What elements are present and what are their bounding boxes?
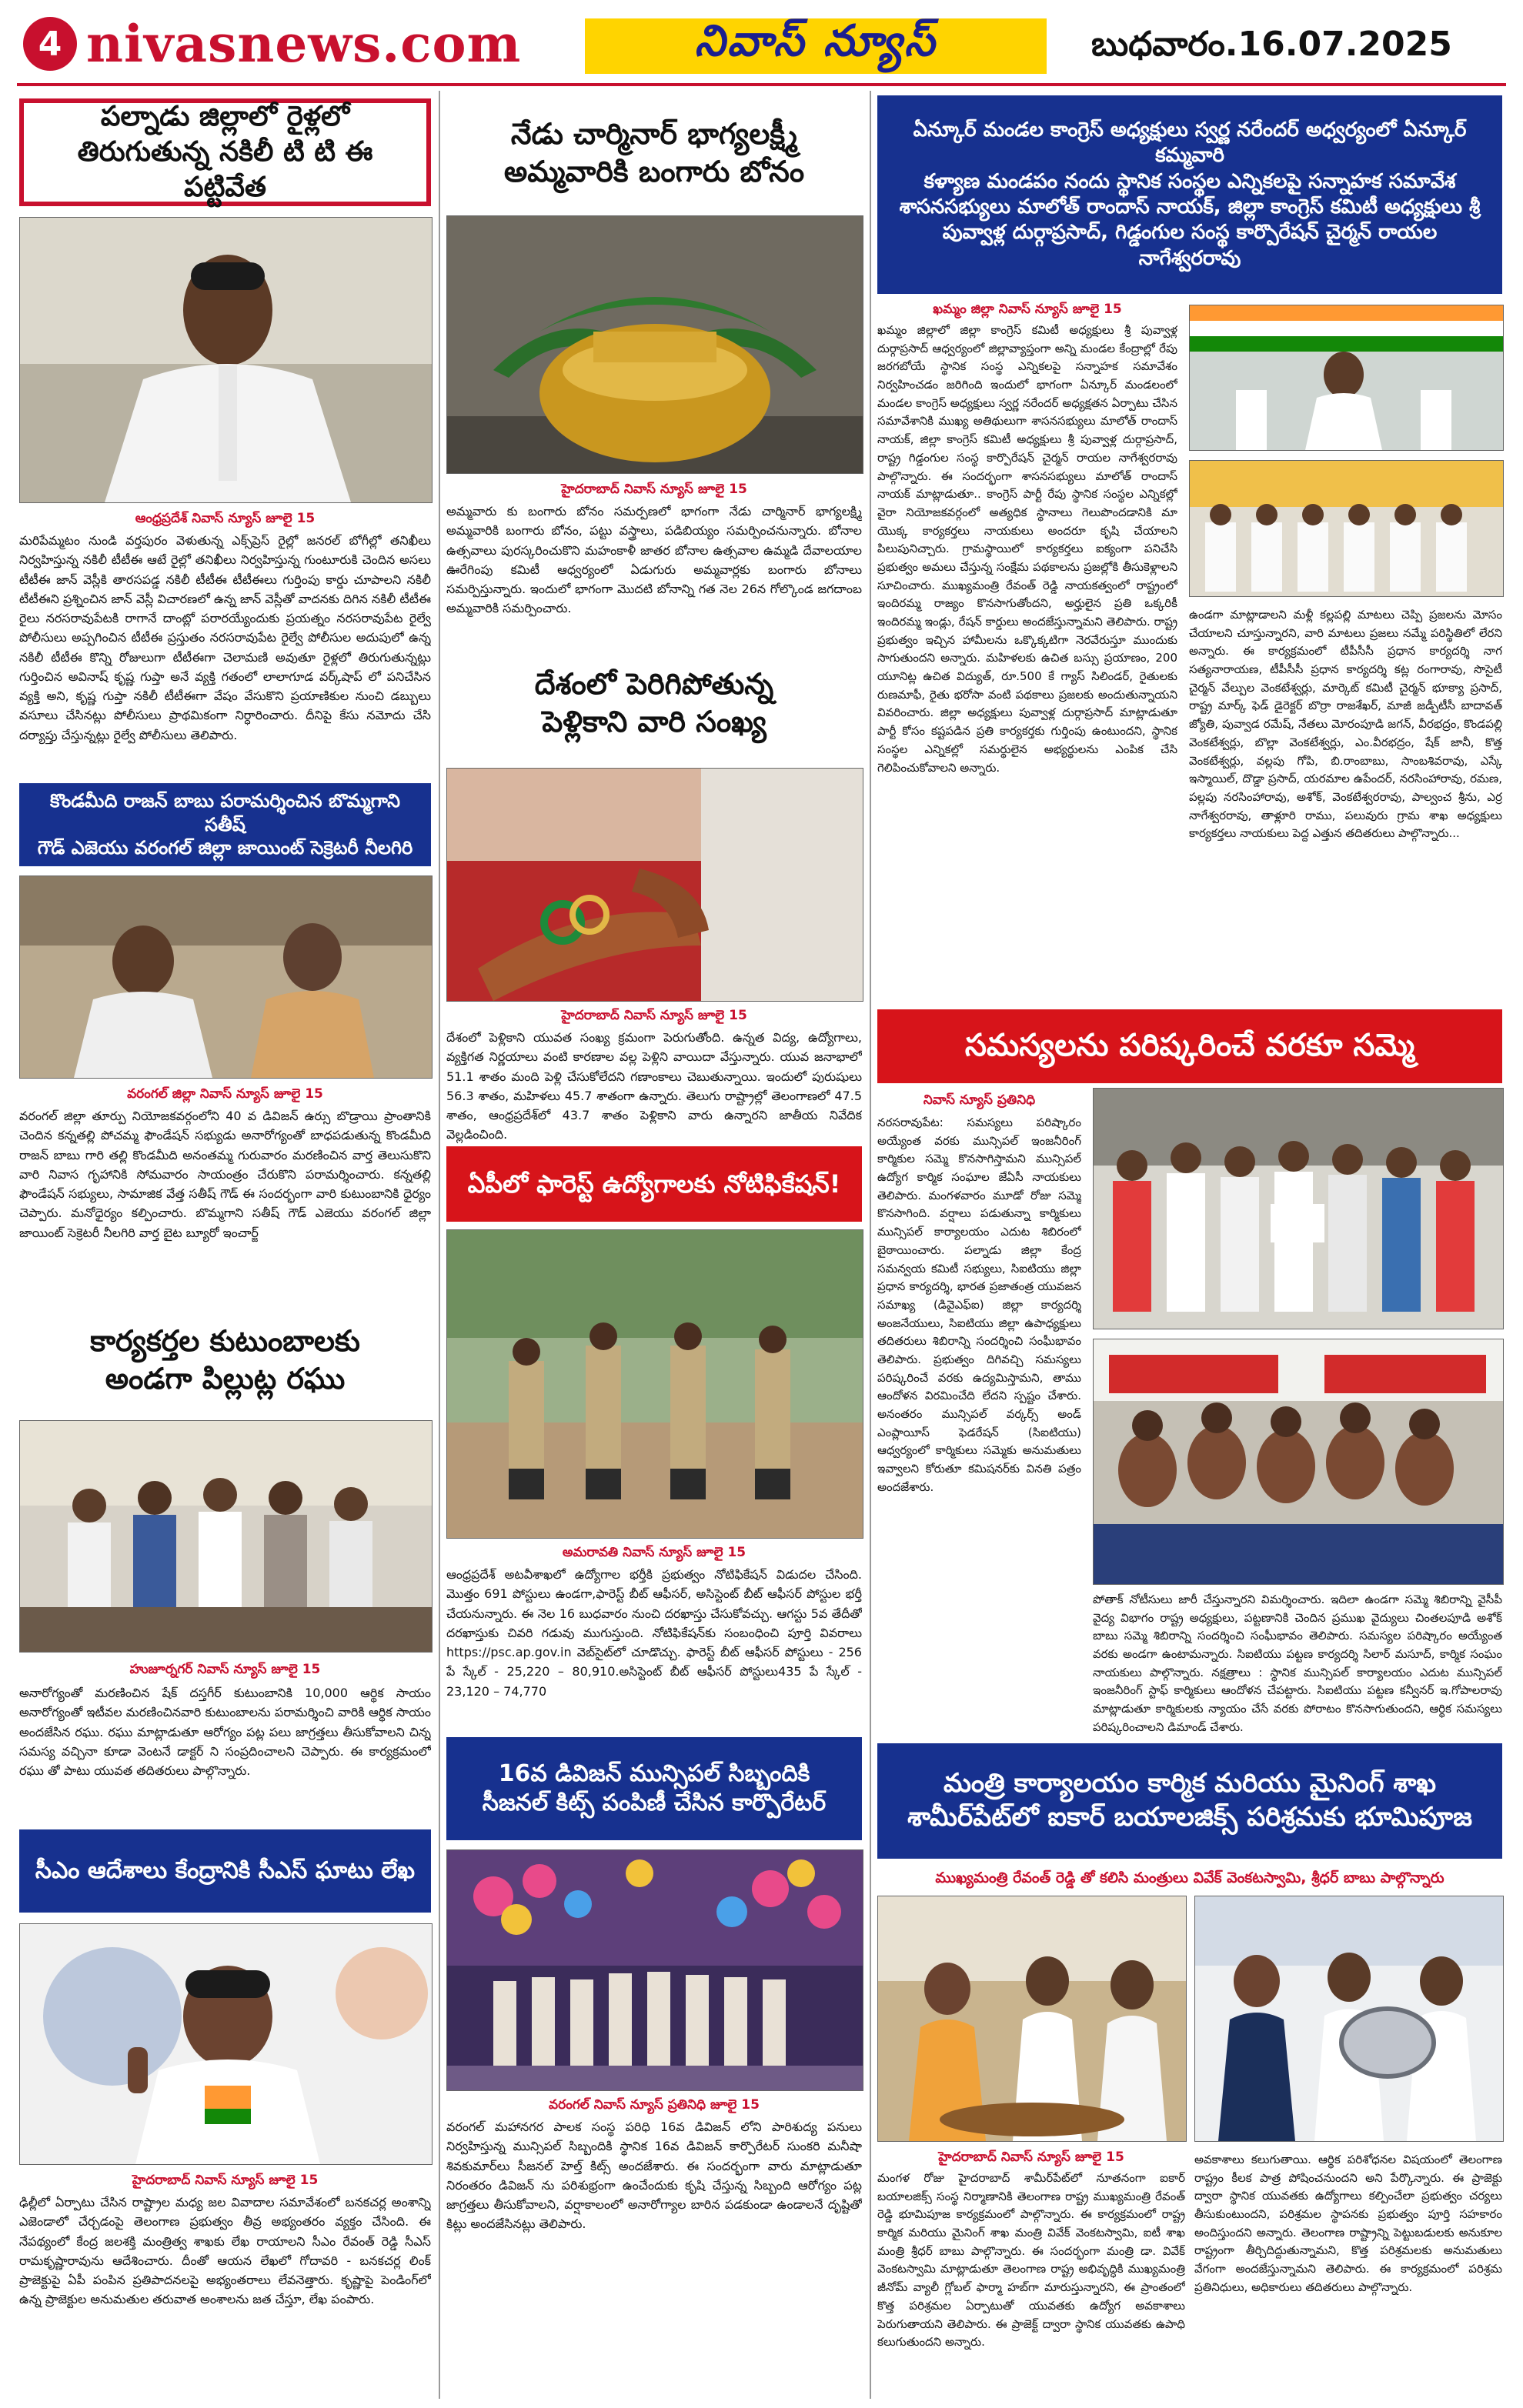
dateline-forest-jobs: అమరావతి నివాస్ న్యూస్ జూలై 15 xyxy=(562,1545,746,1560)
headline-line: ఏన్కూర్ మండల కాంగ్రెస్ అధ్యక్షులు స్వర్ణ నరేందర్ అధ్వర్యంలో ఏన్కూర్ కమ్మవారి xyxy=(913,118,1467,168)
photo-strike-memorandum xyxy=(1093,1088,1504,1329)
photo-forest-staff xyxy=(446,1229,863,1539)
photo-cm-revanth xyxy=(19,1923,433,2165)
headline-line: అండగా పిల్లుట్ల రఘు xyxy=(105,1362,346,1396)
photo-fake-tte xyxy=(19,217,433,503)
story-body-cs-letter: ఢిల్లీలో ఏర్పాటు చేసిన రాష్ట్రాల మధ్య జల వివాదాల సమావేశంలో బనకచర్ల అంశాన్ని ఎజెండాలో చేర్చడంపై తెలంగాణ ప్రభుత్వం తీవ్ర అభ్యంతరం వ్యక్తం చేసింది. ఈ నేపథ్యంలో కేంద్ర జలశక్తి మంత్రిత్వ శాఖకు లేఖ రాయాలని సీఎం రేవంత్ రెడ్డి సీఎస్ రామకృష్ణారావును ఆదేశించారు. దీంతో ఆయన లేఖలో గోదావరి - బనకచర్ల లింక్ ప్రాజెక్టుపై ఏపీ పంపిన ప్రతిపాదనలపై అభ్యంతరాలు లేవనెత్తారు. కృష్ణాపై పెండింగ్‌లో ఉన్న ప్రాజెక్టుల అనుమతుల తరువాత అంశాలను జత చేస్తూ, లేఖ పంపారు. xyxy=(19,2195,431,2307)
site-name[interactable]: nivasnews.com xyxy=(86,14,522,74)
headline-line: నేడు చార్మినార్ భాగ్యలక్ష్మీ xyxy=(510,117,798,152)
story-body-bonam: అమ్మవారు కు బంగారు బోనం సమర్పణలో భాగంగా నేడు చార్మినార్ భాగ్యలక్ష్మి అమ్మవారికి బంగారు బోనం, పట్టు వస్త్రాలు, పడిబియ్యం సమర్పించనున్నారు. బోనాల ఉత్సవాలు పురస్కరించుకొని మహంకాళీ జాతర బోనాల ఉత్సవాల ఉమ్మడి దేవాలయాల ఊరేగింపు కమిటీ ఆధ్వర్యంలో ఏడుగురు అమ్మవార్లకు బంగారు బోనాలు సమర్పిస్తున్నారు. ఇందులో భాగంగా మొదటి బోనాన్ని గత నెల 26న గోల్కొండ జగదాంబ అమ్మవారికి సమర్పించారు. xyxy=(446,504,862,616)
photo-raghu xyxy=(19,1420,433,1653)
headline-unmarried xyxy=(446,645,862,762)
story-body-congress-continued: ఉండగా మాట్లాడాలని మళ్లీ కల్లపల్లి మాటలు చెప్పి ప్రజలను మోసం చేయాలని చూస్తున్నారని, వారి మాటలు ప్రజలు నమ్మే పరిస్థితిలో లేరని అన్నారు. ఈ కార్యక్రమంలో టీపీసీసీ ప్రధాన కార్యదర్శి నాగ సత్యనారాయణ, టీపీసీసీ ప్రధాన కార్యదర్శి కట్ల రంగారావు, సొసైటీ చైర్మన్ వేల్పుల వెంకటేశ్వర్లు, మార్కెట్ కమిటీ చైర్మన్ భూక్యా ప్రసాద్, రాష్ట్ర మార్క్ ఫెడ్ డైరెక్టర్ బొర్రా రాజశేఖర్, మాజీ జడ్పీటీసీ బాదావత్ జ్యోతి, పువ్వాడ రమేష్, నేతలు మోరంపూడి జగన్, వీరభద్రం, కొండపల్లి వెంకటేశ్వర్లు, బొల్లా వెంకటేశ్వర్లు, ఎం.వీరభద్రం, షేక్ జానీ, కొత్త వెంకటేశ్వర్లు, వల్లపు గోపి, బి.రాంబాబు, సాంబశివరావు, ఎస్కే ఇస్మాయిల్, దొడ్డా ప్రసాద్, యరమాల ఉపేందర్, నరసింహారావు, రమణ, పల్లపు నరసింహారావు, అశోక్, వెంకటేశ్వరరావు, పాల్వంచ శ్రీను, ఎర్ర నాగేశ్వరరావు, తాళ్లూరి రాము, పలువురు గ్రామ శాఖ అధ్యక్షులు కార్యకర్తలు నాయకులు పెద్ద ఎత్తున తదితరులు పాల్గొన్నారు... xyxy=(1189,608,1502,841)
headline-line: తిరుగుతున్న నకిలీ టి టి ఈ పట్టివేత xyxy=(77,135,373,204)
photo-wedding-hands xyxy=(446,768,863,1002)
headline-line: సమస్యలను పరిష్కరించే వరకూ సమ్మె xyxy=(964,1028,1415,1064)
headline-line: కళ్యాణ మండపం నందు స్థానిక సంస్థల ఎన్నికలపై సన్నాహక సమావేశ xyxy=(923,169,1456,193)
page-number: 4 xyxy=(23,17,77,71)
paper-logo xyxy=(585,15,1047,74)
story-body-strike: నరసరావుపేట: సమస్యలు పరిష్కారం అయ్యేంత వరకు మున్సిపల్ ఇంజనీరింగ్ కార్మికుల సమ్మె కొనసాగిస్తామని మున్సిపల్ ఉద్యోగ కార్మిక సంఘాల జేఏసీ నాయకులు తెలిపారు. మంగళవారం మూడో రోజు సమ్మె కొనసాగింది. వర్షాలు పడుతున్నా కార్మికులు మున్సిపల్ కార్యాలయం ఎదుట శిబిరంలో బైఠాయించారు. పల్నాడు జిల్లా కేంద్ర సమన్వయ కమిటీ సభ్యులు, సిఐటియు జిల్లా ప్రధాన కార్యదర్శి, భారత ప్రజాతంత్ర యువజన సమాఖ్య (డివైఎఫ్ఐ) జిల్లా కార్యదర్శి అంజనేయులు, సిఐటియు జిల్లా ఉపాధ్యక్షులు తదితరులు శిబిరాన్ని సందర్శించి సంఘీభావం తెలిపారు. ప్రభుత్వం దిగివచ్చి సమస్యలు పరిష్కరించే వరకు ఉద్యమిస్తామని, తాము ఆందోళన విరమించేది లేదని స్పష్టం చేశారు. అనంతరం మున్సిపల్ వర్కర్స్ అండ్ ఎంప్లాయీస్ ఫెడరేషన్ (సిఐటియు) ఆధ్వర్యంలో కార్మికులు సమ్మెకు అనుమతులు ఇవ్వాలని కోరుతూ కమిషనర్‌కు వినతి పత్రం అందజేశారు. xyxy=(877,1116,1081,1494)
headline-line: కార్యకర్తల కుటుంబాలకు xyxy=(90,1324,360,1359)
photo-strike-protest xyxy=(1093,1339,1504,1585)
column-divider-1 xyxy=(439,91,440,2399)
headline-bonam xyxy=(446,95,862,211)
headline-fake-tte xyxy=(19,98,431,206)
headline-congress-meeting xyxy=(877,95,1502,294)
headline-line: గౌడ్ ఎజెయు వరంగల్ జిల్లా జాయింట్ సెక్రెటరీ నీలగిరి xyxy=(37,837,413,859)
headline-line: మంత్రి కార్యాలయం కార్మిక మరియు మైనింగ్ శాఖ xyxy=(943,1768,1437,1799)
subhead-bhoomi-puja: ముఖ్యమంత్రి రేవంత్ రెడ్డి తో కలిసి మంత్రులు వివేక్ వెంకటస్వామి, శ్రీధర్ బాబు పాల్గొన్నారు xyxy=(935,1869,1445,1886)
story-body-bhoomi-puja: మంగళ రోజు హైదరాబాద్ శామీర్‌పేట్‌లో నూతనంగా ఐకార్ బయాలజిక్స్ సంస్థ నిర్మాణానికి తెలంగాణ రాష్ట్ర ముఖ్యమంత్రి రేవంత్ రెడ్డి భూమిపూజ కార్యక్రమంలో పాల్గొన్నారు. ఈ కార్యక్రమంలో రాష్ట్ర కార్మిక మరియు మైనింగ్ శాఖ మంత్రి వివేక్ వెంకటస్వామి, ఐటీ శాఖ మంత్రి శ్రీధర్ బాబు పాల్గొన్నారు. ఈ సందర్భంగా మంత్రి డా. వివేక్ వెంకటస్వామి మాట్లాడుతూ తెలంగాణ రాష్ట్ర అభివృద్ధికి ముఖ్యమంత్రి జీనోమ్ వ్యాలీ గ్లోబల్ ఫార్మా హబ్‌గా మారుస్తున్నారని, ఈ ప్రాంతంలో కొత్త పరిశ్రమల ఏర్పాటుతో యువతకు ఉద్యోగ అవకాశాలు పెరుగుతాయని తెలిపారు. ఈ ప్రాజెక్ట్ ద్వారా స్థానిక యువతకు ఉపాధి కలుగుతుందని అన్నారు. xyxy=(877,2171,1185,2350)
headline-seasonal-kits xyxy=(446,1737,862,1840)
headline-strike xyxy=(877,1009,1502,1083)
dateline-strike: నివాస్ న్యూస్ ప్రతినిధి xyxy=(923,1092,1036,1108)
dateline-bonam: హైదరాబాద్ నివాస్ న్యూస్ జూలై 15 xyxy=(561,482,747,497)
dateline-district-visit: వరంగల్ జిల్లా నివాస్ న్యూస్ జూలై 15 xyxy=(127,1086,323,1102)
headline-line: సీఎం ఆదేశాలు కేంద్రానికి సీఎస్ ఘాటు లేఖ xyxy=(35,1856,416,1884)
story-body-fake-tte: మరిపేమ్మటం నుండి వర్తపురం వెళుతున్న ఎక్స్‌ప్రెస్ రైల్లో జనరల్ బోగీల్లో తనిఖీలు నిర్వహిస్తున్న నకిలీ టీటీఈ ఆటే రైల్లో తనిఖీలు నిర్వహిస్తున్న గుంటూరుకి చెందిన అసలు టీటీఈ జాన్ వెస్లీకి తారసపడ్డ నకిలీ టీటీఈ టీటీఈలు గుర్తింపు కార్డు చూపాలని నకిలీ టీటీఈని ప్రశ్నించిన జాన్ వెస్లీ విచారణలో ఉన్న జాన్ వెస్లీతో వాదనకు దిగిన నకిలీ టీటీఈ రైలు నరసరావుపేటకి రాగానే దాంట్లో పరారయ్యేందుకు ప్రయత్నం నరసరావుపేట రైల్వే పోలీసులు అప్పగించిన టీటీఈ ప్రస్తుతం నరసరావుపేట రైల్వే పోలీసుల అదుపులో ఉన్న నకిలీ టీటీఈ కొన్ని రోజులుగా టీటీఈగా చెలామణి అవుతూ రైళ్లలో తిరుగుతున్నట్లు గుర్తించిన అవినాష్ కృష్ణ గుప్తా అనే వ్యక్తి గతంలో లాలాగూడ వర్క్‌షాప్ లో పనిచేసిన వ్యక్తి అని, కృష్ణ గుప్తా నకిలీ టీటీఈగా వేషం వేసుకొని ప్రయాణికుల నుంచి డబ్బులు వసూలు చేసినట్లు పోలీసులు ప్రాథమికంగా నిర్ధారించారు. దీనిపై కేసు నమోదు చేసి దర్యాప్తు చేస్తున్నట్లు రైల్వే పోలీసులు తెలిపారు. xyxy=(19,533,431,742)
story-body-seasonal-kits: వరంగల్ మహానగర పాలక సంస్థ పరిధి 16వ డివిజన్ లోని పారిశుద్య పనులు నిర్వహిస్తున్న మున్సిపల్ సిబ్బందికి స్థానిక 16వ డివిజన్ కార్పొరేటర్ సుంకరి మనీషా శివకుమార్‌లు సీజనల్ హెల్త్ కిట్స్ అందజేశారు. ఈ సందర్భంగా వారు మాట్లాడుతూ నిరంతరం డివిజన్ ను పరిశుభ్రంగా ఉంచేందుకు కృషి చేస్తున్న సిబ్బంది ఆరోగ్యం పట్ల జాగ్రత్తలు తీసుకోవాలని, వర్షాకాలంలో అనారోగ్యాల బారిన పడకుండా ఉండాలనే దృష్టితో కిట్లు అందజేసినట్లు తెలిపారు. xyxy=(446,2120,862,2232)
story-body-raghu: అనారోగ్యంతో మరణించిన షేక్ దస్తగీర్ కుటుంబానికి 10,000 ఆర్థిక సాయం అనారోగ్యంతో ఇటీవల మరణించినవారి కుటుంబాలను పరామర్శించి వారికి ఆర్థిక సాయం అందజేసిన రఘు. రఘు మాట్లాడుతూ ఆరోగ్యం పట్ల పలు జాగ్రత్తలు తీసుకోవాలని చిన్న సమస్య వచ్చినా కూడా వెంటనే డాక్టర్ ని సంప్రదించాలని చెప్పారు. ఈ కార్యక్రమంలో రఘు తో పాటు యువత తదితరులు పాల్గొన్నారు. xyxy=(19,1686,431,1779)
headline-line: దేశంలో పెరిగిపోతున్న xyxy=(534,667,774,702)
headline-line: కొండమీది రాజన్ బాబు పరామర్శించిన బొమ్మగాని సతీష్ xyxy=(50,789,400,835)
headline-line: సీజనల్ కిట్స్ పంపిణీ చేసిన కార్పొరేటర్ xyxy=(482,1789,827,1816)
masthead xyxy=(0,0,1523,86)
story-body-district-visit: వరంగల్ జిల్లా తూర్పు నియోజకవర్గంలోని 40 వ డివిజన్ ఉర్సు బొడ్రాయి ప్రాంతానికి చెందిన కన్నతల్లి పోచమ్మ ఫౌండేషన్ సభ్యుడు అనారోగ్యంతో బాధపడుతున్న కొండమీది రాజన్ బాబు గారి తల్లి కొండమీది అనంతమ్మ గురువారం మరణించిన వార్త తెలుసుకొని వారి నివాస గృహానికి సోమవారం సాయంత్రం చేరుకొని పరామర్శించారు. కన్నతల్లి ఫౌండేషన్ సభ్యులు, సామాజిక వేత్త సతీష్ గౌడ్ ఈ సందర్భంగా వారి కుటుంబానికి ధైర్యం చెప్పారు. మనోధైర్యం కల్పించారు. బొమ్మగాని సతీష్ గౌడ్ ఎజెయు వరంగల్ జిల్లా జాయింట్ సెక్రెటరీ నీలగిరి వార్త బైట బ్యూరో ఇంచార్జ్ xyxy=(19,1109,431,1240)
headline-line: ఏపీలో ఫారెస్ట్ ఉద్యోగాలకు నోటిఫికేషన్! xyxy=(467,1169,841,1199)
story-body-strike-continued: పోతాక్ నోటీసులు జారీ చేస్తున్నారని విమర్శించారు. ఇదిలా ఉండగా సమ్మె శిబిరాన్ని వైసీపీ వైద్య విభాగం రాష్ట్ర అధ్యక్షులు, పట్టణానికి చెందిన ప్రముఖ వైద్యులు చింతలపూడి అశోక్ బాబు సమ్మె శిబిరాన్ని సందర్శించి సంఘీభావం తెలిపారు. సమస్యల పరిష్కారం అయ్యేంత వరకు అండగా ఉంటామన్నారు. సిఐటియు పట్టణ కార్యదర్శి సిలార్ మసూద్, కార్మిక సంఘం నాయకులు పాల్గొన్నారు. నక్షత్రాలు : స్థానిక మున్సిపల్ కార్యాలయం ఎదుట మున్సిపల్ ఇంజనీరింగ్ స్టాఫ్ కార్మికులు ఆందోళన చేపట్టారు. సిఐటియు పట్టణ కన్వీనర్ ఇ.గోపాలరావు మాట్లాడుతూ కార్మికులకు న్యాయం చేసే వరకు పోరాటం కొనసాగుతుందని, ఆర్థిక సమస్యలు పరిష్కరించాలని డిమాండ్ చేశారు. xyxy=(1093,1593,1502,1734)
dateline-raghu: హుజూర్నగర్ నివాస్ న్యూస్ జూలై 15 xyxy=(129,1662,321,1677)
dateline-unmarried: హైదరాబాద్ నివాస్ న్యూస్ జూలై 15 xyxy=(561,1008,747,1023)
issue-date: బుధవారం.16.07.2025 xyxy=(1091,25,1452,64)
dateline-seasonal-kits: వరంగల్ నివాస్ న్యూస్ ప్రతినిధి జూలై 15 xyxy=(549,2097,760,2113)
headline-line: అమ్మవారికి బంగారు బోనం xyxy=(503,155,805,188)
headline-raghu xyxy=(19,1308,431,1412)
dateline-bhoomi-puja: హైదరాబాద్ నివాస్ న్యూస్ జూలై 15 xyxy=(938,2150,1124,2165)
headline-line: పెళ్లికాని వారి సంఖ్య xyxy=(542,705,767,739)
headline-cs-letter xyxy=(19,1829,431,1913)
headline-line: 16వ డివిజన్ మున్సిపల్ సిబ్బందికి xyxy=(498,1759,810,1787)
photo-bhoomi-puja-ritual xyxy=(877,1896,1187,2142)
photo-district-visit xyxy=(19,875,433,1079)
dateline-fake-tte: ఆంధ్రప్రదేశ్ నివాస్ న్యూస్ జూలై 15 xyxy=(135,511,316,526)
dateline-congress-meeting: ఖమ్మం జిల్లా నివాస్ న్యూస్ జూలై 15 xyxy=(933,302,1122,317)
photo-congress-audience xyxy=(1189,460,1504,597)
headline-line: శాసనసభ్యులు మాలోత్ రాందాస్ నాయక్, జిల్లా కాంగ్రెస్ కమిటీ అధ్యక్షులు శ్రీ xyxy=(899,195,1481,218)
photo-golden-bonam xyxy=(446,215,863,474)
story-body-unmarried: దేశంలో పెళ్లికాని యువత సంఖ్య క్రమంగా పెరుగుతోంది. ఉన్నత విద్య, ఉద్యోగాలు, వ్యక్తిగత నిర్ణయాలు వంటి కారణాల వల్ల పెళ్లిని వాయిదా వేస్తున్నారు. యువ జనాభాలో 51.1 శాతం మంది పెళ్లి చేసుకోలేదని గణాంకాలు చెబుతున్నాయి. ఇందులో పురుషులు 56.3 శాతం, మహిళలు 45.7 శాతంగా ఉన్నారు. తెలుగు రాష్ట్రాల్లో తెలంగాణలో 47.5 శాతం, ఆంధ్రప్రదేశ్‌లో 43.7 శాతం పెళ్లికాని వారు ఉన్నారని జాతీయ నివేదిక వెల్లడించింది. xyxy=(446,1030,862,1142)
photo-bhoomi-puja-memento xyxy=(1194,1896,1504,2142)
story-body-forest-jobs: ఆంధ్రప్రదేశ్ అటవీశాఖలో ఉద్యోగాల భర్తీకి ప్రభుత్వం నోటిఫికేషన్ విడుదల చేసింది. మొత్తం 691 పోస్టులు ఉండగా,ఫారెస్ట్ బీట్ ఆఫీసర్, అసిస్టెంట్ బీట్ ఆఫీసర్ పోస్టుల భర్తీ చేయనున్నారు. ఈ నెల 16 బుధవారం నుంచి దరఖాస్తు చేసుకోవచ్చు. ఆగస్టు 5వ తేదీతో దరఖాస్తుకు చివరి గడువు ముగుస్తుంది. నోటిఫికేషన్‌కు సంబంధించి పూర్తి వివరాలు https://psc.ap.gov.in వెబ్‌సైట్‌లో చూడొచ్చు. ఫారెస్ట్ బీట్ ఆఫీసర్ పోస్టులు - 256 పే స్కేల్ - 25,220 – 80,910.అసిస్టెంట్ బీట్ ఆఫీసర్ పోస్టులు435 పే స్కేల్ - 23,120 – 74,770 xyxy=(446,1567,862,1699)
headline-bhoomi-puja xyxy=(877,1743,1502,1859)
headline-district-visit xyxy=(19,783,431,866)
masthead-rule xyxy=(17,83,1506,86)
paper-logo-text: నివాస్ న్యూస్ xyxy=(694,15,937,66)
dateline-cs-letter: హైదరాబాద్ నివాస్ న్యూస్ జూలై 15 xyxy=(132,2173,319,2188)
headline-line: పల్నాడు జిల్లాలో రైళ్లలో xyxy=(100,100,350,132)
headline-line: పువ్వాళ్ల దుర్గాప్రసాద్, గిడ్డంగుల సంస్థ కార్పొరేషన్ చైర్మన్ రాయల నాగేశ్వరరావు xyxy=(942,221,1438,270)
photo-seasonal-kits xyxy=(446,1849,863,2091)
story-body-bhoomi-puja-continued: అవకాశాలు కలుగుతాయి. ఆర్థిక పరిశోధనల విషయంలో తెలంగాణ రాష్ట్రం కీలక పాత్ర పోషించనుందని అని పేర్కొన్నారు. ఈ ప్రాజెక్టు ద్వారా స్థానిక యువతకు ఉద్యోగాలు కల్పించేలా ప్రభుత్వం చర్యలు తీసుకుంటుందని, పరిశ్రమల స్థాపనకు ప్రభుత్వం పూర్తి సహకారం అందిస్తుందని అన్నారు. తెలంగాణ రాష్ట్రాన్ని పెట్టుబడులకు అనుకూల రాష్ట్రంగా తీర్చిదిద్దుతున్నామని, కొత్త పరిశ్రమలకు అనుమతులు వేగంగా అందజేస్తున్నామని తెలిపారు. ఈ కార్యక్రమంలో పరిశ్రమ ప్రతినిధులు, అధికారులు తదితరులు పాల్గొన్నారు. xyxy=(1194,2153,1502,2294)
story-body-congress-meeting: ఖమ్మం జిల్లాలో జిల్లా కాంగ్రెస్ కమిటీ అధ్యక్షులు శ్రీ పువ్వాళ్ల దుర్గాప్రసాద్ ఆధ్వర్యంలో జిల్లావ్యాప్తంగా అన్ని మండల కేంద్రాల్లో రేపు జరగబోయే స్థానిక సంస్థ ఎన్నికలపై సన్నాహక సమావేశం నిర్వహించడం జరిగింది ఇందులో భాగంగా ఏన్కూర్ మండలంలో మండల కాంగ్రెస్ అధ్యక్షులు స్వర్ణ నరేందర్ అధ్యక్షతన ఏర్పాటు చేసిన సమావేశానికి ముఖ్య అతిథులుగా శాసనసభ్యులు మాలోత్ రాందాస్ నాయక్, జిల్లా కాంగ్రెస్ కమిటీ అధ్యక్షులు శ్రీ పువ్వాళ్ల దుర్గాప్రసాద్, రాష్ట్ర గిడ్డంగుల సంస్థ కార్పొరేషన్ చైర్మన్ రాయల నాగేశ్వరరావు పాల్గొన్నారు. ఈ సందర్భంగా శాసనసభ్యులు మాలోత్ రాందాస్ నాయక్ మాట్లాడుతూ.. కాంగ్రెస్ పార్టీ రేపు స్థానిక సంస్థల ఎన్నికల్లో వైరా నియోజకవర్గంలో అత్యధిక స్థానాలు గెలుపొందడానికి మా యొక్క కార్యకర్తలు నాయకులు అందరూ కృషి చేయాలని పిలుపునిచ్చారు. గ్రామస్థాయిలో కార్యకర్తలు ఐక్యంగా పనిచేసి ప్రభుత్వం అమలు చేస్తున్న సంక్షేమ పథకాలను ప్రజల్లోకి తీసుకెళ్లాలని సూచించారు. ముఖ్యమంత్రి రేవంత్ రెడ్డి నాయకత్వంలో రాష్ట్రంలో ఇందిరమ్మ రాజ్యం కొనసాగుతోందని, అర్హులైన ప్రతి ఒక్కరికీ ఇందిరమ్మ ఇండ్లు, రేషన్ కార్డులు అందజేస్తున్నామని తెలిపారు. రాష్ట్ర ప్రభుత్వం ఇచ్చిన హామీలను ఒక్కొక్కటిగా నెరవేరుస్తూ ముందుకు సాగుతుందని అన్నారు. మహిళలకు ఉచిత బస్సు ప్రయాణం, 200 యూనిట్ల ఉచిత విద్యుత్, రూ.500 కే గ్యాస్ సిలిండర్, రైతులకు రుణమాఫీ, రైతు భరోసా వంటి పథకాలు ప్రజలకు అందుతున్నాయని వివరించారు. జిల్లా అధ్యక్షులు పువ్వాళ్ల దుర్గాప్రసాద్ మాట్లాడుతూ పార్టీ కోసం కష్టపడిన ప్రతి కార్యకర్తకు గుర్తింపు ఉంటుందని, స్థానిక సంస్థల ఎన్నికల్లో సమర్థులైన అభ్యర్థులను ఎంపిక చేసి గెలిపించుకోవాలని అన్నారు. xyxy=(877,323,1177,775)
headline-line: శామీర్‌పేట్‌లో ఐకార్ బయాలజిక్స్ పరిశ్రమకు భూమిపూజ xyxy=(907,1802,1472,1833)
headline-forest-jobs xyxy=(446,1146,862,1222)
column-divider-2 xyxy=(870,91,871,2399)
photo-congress-speaker xyxy=(1189,305,1504,451)
